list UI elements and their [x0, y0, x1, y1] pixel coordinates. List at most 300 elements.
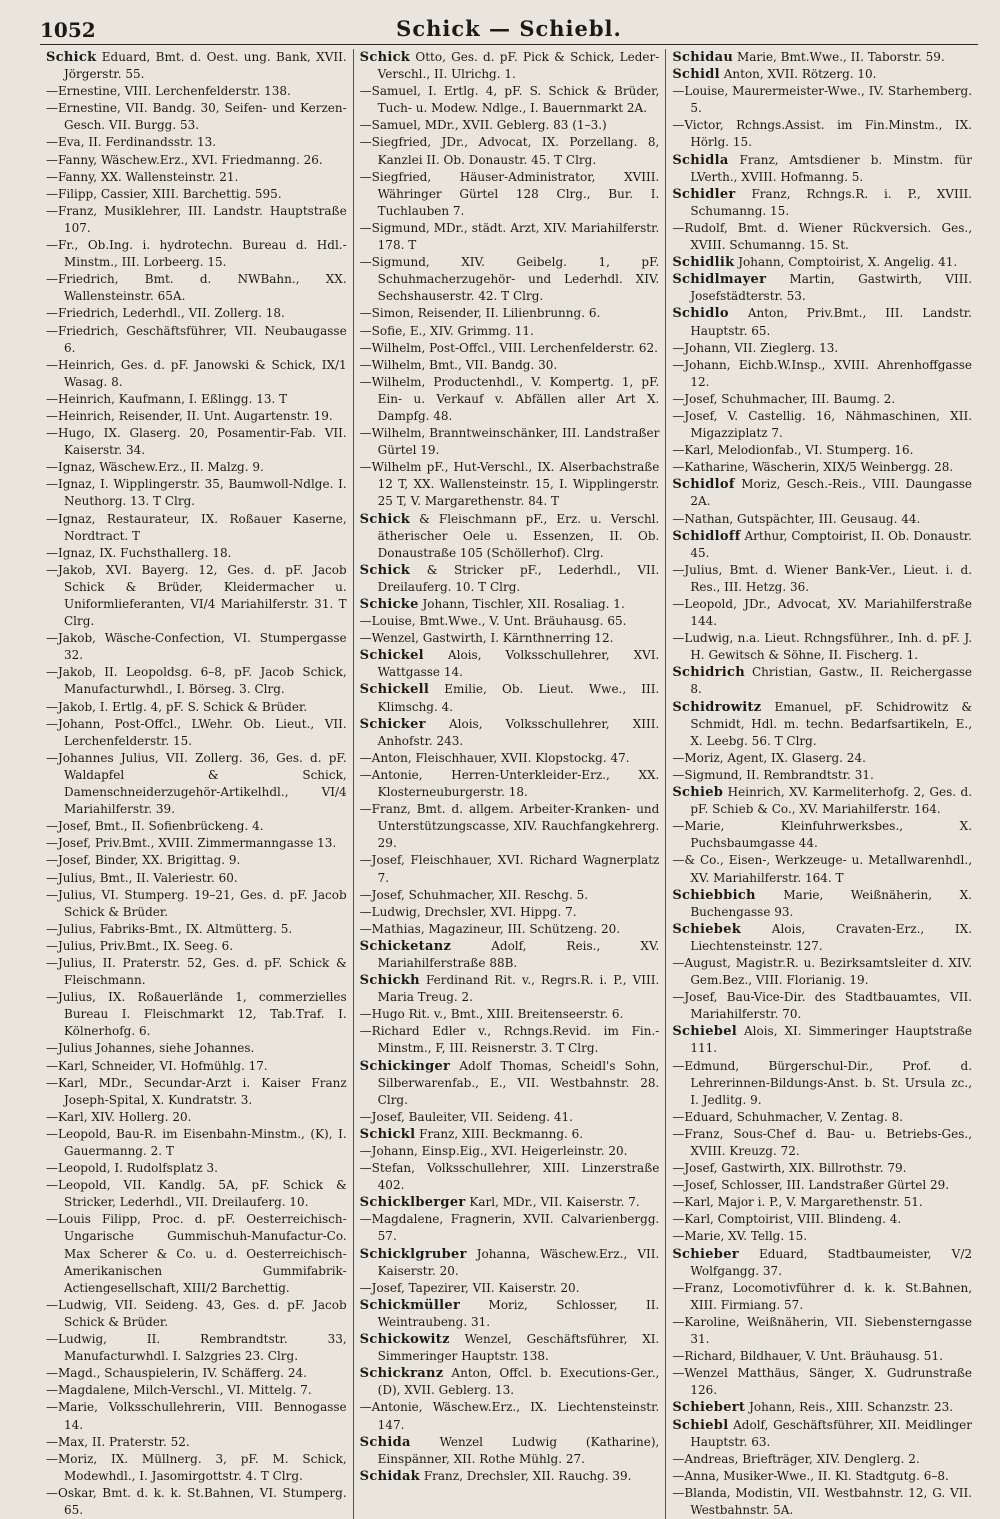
- entry-surname: Schiebek: [672, 921, 742, 937]
- directory-entry: [672, 1194, 972, 1211]
- entry-text: Jakob, XVI. Bayerg. 12, Ges. d. pF. Jacob Schick & Brüder, Kleidermacher u. Uniformlieferanten, VI/4 Mariahilferstr. 31. T Clrg.: [58, 562, 347, 629]
- directory-entry: [46, 1382, 347, 1399]
- entry-text: Julius, VI. Stumperg. 19–21, Ges. d. pF. Jacob Schick & Brüder.: [58, 887, 347, 919]
- entry-text: Josef, Binder, XX. Brigittag. 9.: [58, 853, 241, 868]
- entry-text: Karl, Comptoirist, VIII. Blindeng. 4.: [684, 1212, 902, 1227]
- entry-text: Josef, Bau-Vice-Dir. des Stadtbauamtes, VII. Mariahilferstr. 70.: [684, 990, 973, 1022]
- entry-text: Johann, Comptoirist, X. Angelig. 41.: [738, 255, 958, 270]
- entry-text: Anton, Fleischhauer, XVII. Klopstockg. 47.: [371, 750, 630, 765]
- entry-text: Heinrich, Reisender, II. Unt. Augartenstr. 19.: [58, 408, 333, 423]
- directory-entry: [360, 49, 660, 83]
- entry-text: Ludwig, VII. Seideng. 43, Ges. d. pF. Jacob Schick & Brüder.: [58, 1297, 347, 1329]
- directory-entry: [360, 681, 660, 715]
- entry-text: Wilhelm pF., Hut-Verschl., IX. Alserbachstraße 12 T, XX. Wallensteinstr. 15, I. Wipplingerstr. 25 T, V. Margarethenstr. 84. T: [371, 460, 660, 509]
- directory-entry: [672, 1177, 972, 1194]
- entry-text: Ferdinand Rit. v., Regrs.R. i. P., VIII. Maria Treug. 2.: [377, 973, 660, 1005]
- entry-text: Johanna, Wäschew.Erz., VII. Kaiserstr. 20.: [377, 1246, 660, 1278]
- entry-surname: Schida: [359, 1434, 411, 1450]
- entry-text: Josef, Schlosser, III. Landstraßer Gürtel 29.: [684, 1178, 950, 1193]
- running-title: Schick — Schiebl.: [396, 16, 622, 41]
- entry-text: Franz, XIII. Beckmanng. 6.: [419, 1126, 584, 1141]
- entry-surname: Schickell: [359, 682, 430, 698]
- directory-columns: [40, 49, 978, 1519]
- directory-entry: [360, 613, 660, 630]
- entry-surname: Schidlo: [672, 306, 729, 322]
- directory-entry: [672, 887, 972, 921]
- entry-text: Adolf, Geschäftsführer, XII. Meidlinger Hauptstr. 63.: [690, 1417, 972, 1449]
- entry-text: Richard, Bildhauer, V. Unt. Bräuhausg. 51.: [684, 1349, 943, 1364]
- entry-text: Magdalene, Fragnerin, XVII. Calvarienbergg. 57.: [371, 1212, 660, 1244]
- entry-text: Marie, Weißnäherin, X. Buchengasse 93.: [690, 887, 973, 919]
- entry-text: Marie, Bmt.Wwe., II. Taborstr. 59.: [736, 50, 945, 64]
- entry-text: Louise, Bmt.Wwe., V. Unt. Bräuhausg. 65.: [371, 614, 627, 629]
- entry-text: Julius, Priv.Bmt., IX. Seeg. 6.: [58, 938, 234, 953]
- entry-text: Blanda, Modistin, VII. Westbahnstr. 12, G. VII. Westbahnstr. 5A.: [684, 1485, 973, 1517]
- directory-entry: [672, 66, 972, 83]
- directory-entry: [46, 1297, 347, 1331]
- directory-entry: [360, 169, 660, 220]
- entry-surname: Schick: [359, 562, 411, 578]
- entry-text: Martin, Gastwirth, VIII. Josefstädterstr. 53.: [690, 272, 973, 304]
- directory-entry: [360, 340, 660, 357]
- directory-entry: [46, 186, 347, 203]
- directory-entry: [672, 271, 972, 305]
- entry-text: Johannes Julius, VII. Zollerg. 36, Ges. d. pF. Waldapfel & Schick, Damenschneiderzugehör-Artikelhdl., VI/4 Mariahilferstr. 39.: [58, 750, 347, 817]
- directory-entry: [360, 1143, 660, 1160]
- entry-text: Johann, Einsp.Eig., XVI. Heigerleinstr. 20.: [371, 1144, 628, 1158]
- entry-text: Julius, Bmt. d. Wiener Bank-Ver., Lieut. i. d. Res., III. Hetzg. 36.: [684, 562, 973, 594]
- entry-text: Adolf Thomas, Scheidl's Sohn, Silberwarenfab., E., VII. Westbahnstr. 28. Clrg.: [377, 1058, 660, 1107]
- directory-entry: [46, 664, 347, 698]
- entry-text: Franz, Drechsler, XII. Rauchg. 39.: [423, 1468, 632, 1483]
- directory-entry: [360, 1399, 660, 1433]
- entry-text: Jakob, I. Ertlg. 4, pF. S. Schick & Brüder.: [58, 699, 308, 714]
- directory-entry: [360, 647, 660, 681]
- directory-entry: [672, 83, 972, 117]
- entry-text: Marie, Kleinfuhrwerksbes., X. Puchsbaumgasse 44.: [684, 819, 973, 851]
- entry-text: Siegfried, Häuser-Administrator, XVIII. Währinger Gürtel 128 Clrg., Bur. I. Tuchlauben 7.: [371, 169, 660, 218]
- entry-text: Anton, Offcl. b. Executions-Ger., (D), XVII. Geblerg. 13.: [377, 1366, 660, 1398]
- entry-text: Moriz, IX. Müllnerg. 3, pF. M. Schick, Modewhdl., I. Jasomirgottstr. 4. T Clrg.: [58, 1451, 347, 1483]
- directory-entry: [46, 545, 347, 562]
- directory-entry: [46, 1399, 347, 1433]
- entry-text: Julius Johannes, siehe Johannes.: [58, 1041, 255, 1056]
- directory-entry: [46, 49, 347, 83]
- directory-entry: [46, 305, 347, 322]
- directory-entry: [360, 1058, 660, 1109]
- entry-text: Wenzel Matthäus, Sänger, X. Gudrunstraße 126.: [684, 1366, 973, 1398]
- directory-entry: [360, 596, 660, 613]
- entry-text: Ernestine, VIII. Lerchenfelderstr. 138.: [58, 84, 291, 99]
- entry-text: Eduard, Stadtbaumeister, V/2 Wolfgangg. 37.: [690, 1246, 972, 1278]
- entry-surname: Schick: [46, 50, 97, 65]
- entry-text: Mathias, Magazineur, III. Schützeng. 20.: [371, 921, 621, 936]
- entry-text: Louise, Maurermeister-Wwe., IV. Starhemberg. 5.: [684, 84, 973, 116]
- directory-entry: [672, 476, 972, 510]
- entry-text: Karl, MDr., Secundar-Arzt i. Kaiser Franz Joseph-Spital, X. Kundratstr. 3.: [58, 1075, 347, 1107]
- entry-text: Moriz, Schlosser, II. Weintraubeng. 31.: [377, 1297, 660, 1329]
- directory-entry: [46, 425, 347, 459]
- directory-entry: [46, 716, 347, 750]
- entry-text: Leopold, VII. Kandlg. 5A, pF. Schick & Stricker, Lederhdl., VII. Dreilauferg. 10.: [58, 1178, 347, 1210]
- entry-text: Magd., Schauspielerin, IV. Schäfferg. 24.: [58, 1366, 307, 1381]
- entry-surname: Schieb: [672, 785, 724, 801]
- entry-text: Johann, Tischler, XII. Rosaliag. 1.: [422, 597, 625, 611]
- entry-surname: Schidak: [359, 1468, 420, 1484]
- entry-text: Magdalene, Milch-Verschl., VI. Mittelg. 7.: [58, 1383, 312, 1398]
- entry-text: Johann, VII. Zieglerg. 13.: [684, 340, 839, 355]
- entry-surname: Schiebl: [672, 1417, 729, 1433]
- entry-text: Moriz, Agent, IX. Glaserg. 24.: [684, 750, 866, 765]
- entry-surname: Schicker: [359, 716, 426, 732]
- directory-entry: [360, 1126, 660, 1143]
- entry-surname: Schidl: [672, 67, 720, 83]
- directory-entry: [46, 1040, 347, 1057]
- directory-entry: [46, 203, 347, 237]
- entry-text: Karl, Schneider, VI. Hofmühlg. 17.: [58, 1058, 268, 1073]
- entry-text: Arthur, Comptoirist, II. Ob. Donaustr. 45.: [690, 528, 972, 560]
- entry-surname: Schidler: [672, 186, 736, 202]
- directory-entry: [46, 989, 347, 1040]
- entry-surname: Schickmüller: [359, 1297, 461, 1313]
- entry-text: Ignaz, I. Wipplingerstr. 35, Baumwoll-Ndlge. I. Neuthorg. 13. T Clrg.: [58, 477, 347, 509]
- entry-surname: Schidla: [672, 152, 729, 168]
- entry-text: Karl, XIV. Hollerg. 20.: [58, 1109, 192, 1124]
- directory-entry: [672, 596, 972, 630]
- entry-text: Josef, Fleischhauer, XVI. Richard Wagnerplatz 7.: [371, 853, 660, 885]
- entry-text: & Stricker pF., Lederhdl., VII. Dreilauferg. 10. T Clrg.: [377, 562, 660, 594]
- entry-text: Wilhelm, Bmt., VII. Bandg. 30.: [371, 357, 558, 372]
- directory-entry: [46, 271, 347, 305]
- directory-entry: [360, 562, 660, 596]
- directory-entry: [672, 152, 972, 186]
- directory-entry: [672, 1211, 972, 1228]
- directory-entry: [360, 357, 660, 374]
- directory-entry: [46, 1485, 347, 1519]
- directory-entry: [46, 1211, 347, 1296]
- directory-entry: [672, 1417, 972, 1451]
- directory-entry: [672, 305, 972, 339]
- entry-text: Ignaz, Restaurateur, IX. Roßauer Kaserne, Nordtract. T: [58, 511, 347, 543]
- entry-text: Josef, Bmt., II. Sofienbrückeng. 4.: [58, 819, 264, 834]
- entry-text: & Fleischmann pF., Erz. u. Verschl. ätherischer Oele u. Essenzen, II. Ob. Donaustraße 105 (Schöllerhof). Clrg.: [377, 511, 660, 560]
- entry-text: Marie, XV. Tellg. 15.: [684, 1229, 808, 1244]
- directory-entry: [360, 938, 660, 972]
- directory-entry: [46, 1109, 347, 1126]
- entry-text: Johann, Post-Offcl., LWehr. Ob. Lieut., VII. Lerchenfelderstr. 15.: [58, 716, 347, 748]
- directory-entry: [672, 408, 972, 442]
- directory-entry: [672, 1109, 972, 1126]
- directory-entry: [672, 1399, 972, 1416]
- directory-entry: [46, 870, 347, 887]
- entry-surname: Schidrich: [672, 665, 745, 681]
- directory-entry: [672, 664, 972, 698]
- entry-surname: Schicklgruber: [359, 1246, 467, 1262]
- entry-text: Sofie, E., XIV. Grimmg. 11.: [371, 323, 534, 338]
- entry-text: Ignaz, IX. Fuchsthallerg. 18.: [58, 545, 232, 560]
- directory-entry: [672, 49, 972, 66]
- directory-entry: [672, 1280, 972, 1314]
- directory-entry: [46, 750, 347, 818]
- entry-text: Christian, Gastw., II. Reichergasse 8.: [690, 665, 973, 697]
- directory-entry: [360, 323, 660, 340]
- directory-entry: [360, 852, 660, 886]
- entry-text: Ignaz, Wäschew.Erz., II. Malzg. 9.: [58, 460, 264, 475]
- entry-text: Filipp, Cassier, XIII. Barchettig. 595.: [58, 186, 282, 201]
- directory-entry: [46, 169, 347, 186]
- entry-text: Katharine, Wäscherin, XIX/5 Weinbergg. 28.: [684, 460, 954, 475]
- entry-surname: Schidau: [672, 50, 734, 65]
- entry-text: Karl, Melodionfab., VI. Stumperg. 16.: [684, 443, 914, 458]
- directory-entry: [360, 1280, 660, 1297]
- directory-entry: [360, 1365, 660, 1399]
- directory-entry: [672, 562, 972, 596]
- directory-entry: [672, 699, 972, 750]
- entry-text: Franz, Rchngs.R. i. P., XVIII. Schumanng. 15.: [690, 186, 972, 218]
- directory-entry: [672, 1468, 972, 1485]
- entry-text: Julius, Bmt., II. Valeriestr. 60.: [58, 870, 238, 885]
- entry-text: Alois, Volksschullehrer, XVI. Wattgasse 14.: [377, 648, 660, 680]
- directory-entry: [360, 1023, 660, 1057]
- directory-entry: [672, 767, 972, 784]
- directory-entry: [46, 835, 347, 852]
- directory-entry: [360, 1006, 660, 1023]
- entry-text: Karl, Major i. P., V. Margarethenstr. 51.: [684, 1195, 923, 1210]
- entry-text: Johann, Eichb.W.Insp., XVIII. Ahrenhoffgasse 12.: [684, 357, 973, 389]
- entry-text: Franz, Sous-Chef d. Bau- u. Betriebs-Ges., XVIII. Kreuzg. 72.: [684, 1126, 973, 1158]
- entry-text: Wilhelm, Productenhdl., V. Kompertg. 1, pF. Ein- u. Verkauf v. Abfällen aller Art X. Dampfg. 48.: [371, 374, 660, 423]
- directory-entry: [672, 117, 972, 151]
- entry-text: Samuel, MDr., XVII. Geblerg. 83 (1–3.): [371, 118, 607, 133]
- directory-entry: [672, 357, 972, 391]
- directory-entry: [360, 630, 660, 647]
- entry-surname: Schidlmayer: [672, 272, 767, 288]
- entry-surname: Schiebbich: [672, 887, 756, 903]
- entry-text: Friedrich, Bmt. d. NWBahn., XX. Wallensteinstr. 65A.: [58, 272, 347, 304]
- directory-entry: [672, 750, 972, 767]
- entry-text: Ernestine, VII. Bandg. 30, Seifen- und Kerzen-Gesch. VII. Burgg. 53.: [58, 101, 347, 133]
- entry-text: Fanny, XX. Wallensteinstr. 21.: [58, 169, 239, 184]
- directory-entry: [360, 1211, 660, 1245]
- directory-entry: [672, 1314, 972, 1348]
- entry-text: Friedrich, Lederhdl., VII. Zollerg. 18.: [58, 306, 285, 321]
- entry-text: Franz, Musiklehrer, III. Landstr. Hauptstraße 107.: [58, 203, 347, 235]
- entry-surname: Schickranz: [359, 1366, 444, 1382]
- entry-surname: Schick: [359, 50, 411, 65]
- directory-entry: [46, 852, 347, 869]
- entry-text: Hugo Rit. v., Bmt., XIII. Breitenseerstr. 6.: [371, 1007, 624, 1022]
- directory-entry: [672, 186, 972, 220]
- directory-entry: [360, 767, 660, 801]
- entry-text: Alois, Cravaten-Erz., IX. Liechtensteinstr. 127.: [690, 921, 973, 953]
- directory-entry: [672, 1126, 972, 1160]
- directory-entry: [360, 921, 660, 938]
- entry-surname: Schidrowitz: [672, 699, 762, 715]
- directory-entry: [46, 1075, 347, 1109]
- entry-text: Anton, XVII. Rötzerg. 10.: [723, 67, 877, 82]
- entry-text: Siegfried, JDr., Advocat, IX. Porzellang. 8, Kanzlei II. Ob. Donaustr. 45. T Clrg.: [371, 135, 660, 167]
- entry-text: Heinrich, XV. Karmeliterhofg. 2, Ges. d. pF. Schieb & Co., XV. Mariahilferstr. 164.: [690, 785, 973, 817]
- entry-text: Josef, V. Castellig. 16, Nähmaschinen, XII. Migazziplatz 7.: [684, 408, 973, 441]
- entry-text: Heinrich, Kaufmann, I. Eßlingg. 13. T: [58, 391, 288, 406]
- entry-surname: Schidlof: [672, 477, 735, 493]
- entry-surname: Schidloff: [672, 528, 741, 544]
- directory-entry: [360, 1246, 660, 1280]
- directory-entry: [46, 1160, 347, 1177]
- entry-text: Leopold, Bau-R. im Eisenbahn-Minstm., (K), I. Gauermanng. 2. T: [58, 1126, 347, 1158]
- entry-text: Richard Edler v., Rchngs.Revid. im Fin.-Minstm., F, III. Reisnerstr. 3. T Clrg.: [371, 1024, 660, 1056]
- directory-entry: [46, 391, 347, 408]
- directory-entry: [46, 921, 347, 938]
- directory-entry: [672, 921, 972, 955]
- entry-text: Moriz, Gesch.-Reis., VIII. Daungasse 2A.: [690, 477, 973, 509]
- entry-surname: Schidlik: [672, 255, 735, 271]
- entry-text: Karoline, Weißnäherin, VII. Siebensterngasse 31.: [684, 1314, 973, 1347]
- entry-text: Oskar, Bmt. d. k. k. St.Bahnen, VI. Stumperg. 65.: [58, 1485, 347, 1517]
- directory-entry: [360, 1194, 660, 1211]
- directory-column: [353, 49, 666, 1519]
- directory-entry: [360, 1160, 660, 1194]
- directory-entry: [46, 323, 347, 357]
- directory-entry: [46, 562, 347, 630]
- directory-entry: [672, 1023, 972, 1057]
- entry-text: Max, II. Praterstr. 52.: [58, 1434, 190, 1449]
- entry-text: Josef, Schuhmacher, XII. Reschg. 5.: [371, 887, 589, 902]
- entry-text: Antonie, Wäschew.Erz., IX. Liechtensteinstr. 147.: [371, 1400, 660, 1432]
- directory-entry: [672, 1160, 972, 1177]
- directory-entry: [360, 459, 660, 510]
- entry-text: Franz, Amtsdiener b. Minstm. für LVerth., XVIII. Hofmanng. 5.: [690, 152, 973, 184]
- directory-entry: [360, 750, 660, 767]
- entry-surname: Schiebel: [672, 1024, 738, 1040]
- entry-text: Sigmund, XIV. Geibelg. 1, pF. Schuhmacherzugehör- und Lederhdl. XIV. Sechshauserstr. 42. T Clrg.: [371, 255, 660, 304]
- entry-surname: Schicketanz: [359, 938, 452, 954]
- directory-entry: [672, 442, 972, 459]
- directory-entry: [360, 716, 660, 750]
- directory-entry: [672, 1365, 972, 1399]
- entry-surname: Schickinger: [359, 1058, 451, 1074]
- entry-text: Wenzel, Gastwirth, I. Kärnthnerring 12.: [371, 631, 614, 646]
- entry-text: Josef, Schuhmacher, III. Baumg. 2.: [684, 391, 896, 406]
- directory-entry: [672, 955, 972, 989]
- entry-text: Sigmund, II. Rembrandtstr. 31.: [684, 767, 874, 782]
- entry-text: Wilhelm, Branntweinschänker, III. Landstraßer Gürtel 19.: [371, 426, 660, 458]
- entry-text: Josef, Gastwirth, XIX. Billrothstr. 79.: [684, 1161, 907, 1176]
- directory-entry: [672, 784, 972, 818]
- directory-entry: [672, 254, 972, 271]
- directory-entry: [672, 391, 972, 408]
- entry-text: Wilhelm, Post-Offcl., VIII. Lerchenfelderstr. 62.: [371, 340, 658, 355]
- entry-surname: Schickh: [359, 973, 420, 989]
- directory-entry: [46, 1451, 347, 1485]
- directory-entry: [360, 83, 660, 117]
- entry-text: Julius, IX. Roßauerlände 1, commerzielles Bureau I. Fleischmarkt 12, Tab.Traf. I. Kölnerhofg. 6.: [58, 990, 347, 1039]
- entry-text: Edmund, Bürgerschul-Dir., Prof. d. Lehrerinnen-Bildungs-Anst. b. St. Ursula zc., I. Jedlitg. 9.: [684, 1058, 973, 1107]
- entry-text: Anton, Priv.Bmt., III. Landstr. Hauptstr. 65.: [690, 306, 972, 338]
- directory-entry: [360, 117, 660, 134]
- directory-entry: [360, 972, 660, 1006]
- entry-text: Ludwig, II. Rembrandtstr. 33, Manufacturwhdl. I. Salzgries 23. Clrg.: [58, 1332, 347, 1364]
- directory-entry: [46, 1365, 347, 1382]
- entry-surname: Schicklberger: [359, 1195, 466, 1211]
- entry-text: Friedrich, Geschäftsführer, VII. Neubaugasse 6.: [58, 323, 347, 355]
- directory-entry: [360, 1468, 660, 1485]
- entry-text: Nathan, Gutspächter, III. Geusaug. 44.: [684, 511, 921, 526]
- entry-surname: Schieber: [672, 1246, 739, 1262]
- directory-entry: [360, 1109, 660, 1126]
- entry-text: Eva, II. Ferdinandsstr. 13.: [58, 135, 217, 150]
- directory-entry: [672, 1348, 972, 1365]
- directory-entry: [360, 511, 660, 562]
- directory-entry: [360, 1434, 660, 1468]
- directory-entry: [360, 254, 660, 305]
- directory-entry: [672, 528, 972, 562]
- directory-entry: [672, 989, 972, 1023]
- page-header: [40, 14, 978, 45]
- directory-entry: [46, 100, 347, 134]
- entry-text: Franz, Locomotivführer d. k. k. St.Bahnen, XIII. Firmiang. 57.: [684, 1280, 973, 1312]
- directory-entry: [46, 818, 347, 835]
- directory-column: [665, 49, 978, 1519]
- entry-text: August, Magistr.R. u. Bezirksamtsleiter d. XIV. Gem.Bez., VIII. Florianig. 19.: [684, 955, 973, 988]
- directory-entry: [46, 955, 347, 989]
- directory-entry: [46, 887, 347, 921]
- directory-entry: [360, 1331, 660, 1365]
- directory-entry: [46, 511, 347, 545]
- directory-entry: [672, 1485, 972, 1519]
- directory-entry: [46, 1434, 347, 1451]
- directory-entry: [46, 938, 347, 955]
- directory-entry: [360, 887, 660, 904]
- entry-text: Jakob, Wäsche-Confection, VI. Stumpergasse 32.: [58, 631, 347, 663]
- directory-entry: [46, 699, 347, 716]
- directory-entry: [46, 152, 347, 169]
- entry-text: Fanny, Wäschew.Erz., XVI. Friedmanng. 26.: [58, 152, 323, 167]
- entry-text: Heinrich, Ges. d. pF. Janowski & Schick, IX/1 Wasag. 8.: [58, 357, 347, 389]
- entry-text: Ludwig, n.a. Lieut. Rchngsführer., Inh. d. pF. J. H. Gewitsch & Söhne, II. Fischerg. 1.: [684, 631, 973, 663]
- entry-surname: Schickel: [359, 648, 424, 664]
- entry-text: Adolf, Reis., XV. Mariahilferstraße 88B.: [377, 938, 660, 970]
- entry-text: Johann, Reis., XIII. Schanzstr. 23.: [749, 1400, 954, 1415]
- directory-entry: [360, 1297, 660, 1331]
- entry-text: Wenzel, Geschäftsführer, XI. Simmeringer Hauptstr. 138.: [377, 1332, 660, 1364]
- entry-text: Sigmund, MDr., städt. Arzt, XIV. Mariahilferstr. 178. T: [371, 220, 660, 253]
- entry-text: Josef, Tapezirer, VII. Kaiserstr. 20.: [371, 1280, 580, 1295]
- directory-entry: [360, 374, 660, 425]
- entry-text: Louis Filipp, Proc. d. pF. Oesterreichisch-Ungarische Gummischuh-Manufactur-Co. Max Scherer & Co. u. d. Oesterreichisch-Amerikanischen Gummifabrik-Actiengesellschaft, XIII/2 Barchettig.: [58, 1212, 347, 1295]
- entry-text: Leopold, JDr., Advocat, XV. Mariahilferstraße 144.: [684, 597, 973, 629]
- entry-text: Ludwig, Drechsler, XVI. Hippg. 7.: [371, 904, 577, 919]
- entry-surname: Schickowitz: [359, 1332, 450, 1348]
- entry-text: Rudolf, Bmt. d. Wiener Rückversich. Ges., XVIII. Schumanng. 15. St.: [684, 220, 973, 253]
- directory-entry: [46, 357, 347, 391]
- entry-text: Eduard, Schuhmacher, V. Zentag. 8.: [684, 1109, 904, 1124]
- directory-entry: [672, 818, 972, 852]
- entry-text: Wenzel Ludwig (Katharine), Einspänner, XII. Rothe Mühlg. 27.: [377, 1434, 660, 1466]
- directory-entry: [672, 1246, 972, 1280]
- entry-text: Alois, Volksschullehrer, XIII. Anhofstr. 243.: [377, 716, 660, 748]
- entry-surname: Schick: [359, 511, 411, 527]
- entry-text: Stefan, Volksschullehrer, XIII. Linzerstraße 402.: [371, 1161, 660, 1193]
- directory-entry: [360, 801, 660, 852]
- entry-text: Leopold, I. Rudolfsplatz 3.: [58, 1161, 218, 1176]
- entry-text: Samuel, I. Ertlg. 4, pF. S. Schick & Brüder, Tuch- u. Modew. Ndlge., I. Bauernmarkt 2A.: [371, 84, 660, 116]
- entry-text: Emanuel, pF. Schidrowitz & Schmidt, Hdl. m. techn. Bedarfsartikeln, E., X. Leebg. 56. T Clrg.: [690, 699, 973, 748]
- entry-text: Josef, Bauleiter, VII. Seideng. 41.: [371, 1109, 573, 1124]
- directory-entry: [360, 425, 660, 459]
- entry-text: Julius, Fabriks-Bmt., IX. Altmütterg. 5.: [58, 921, 293, 936]
- directory-entry: [672, 852, 972, 886]
